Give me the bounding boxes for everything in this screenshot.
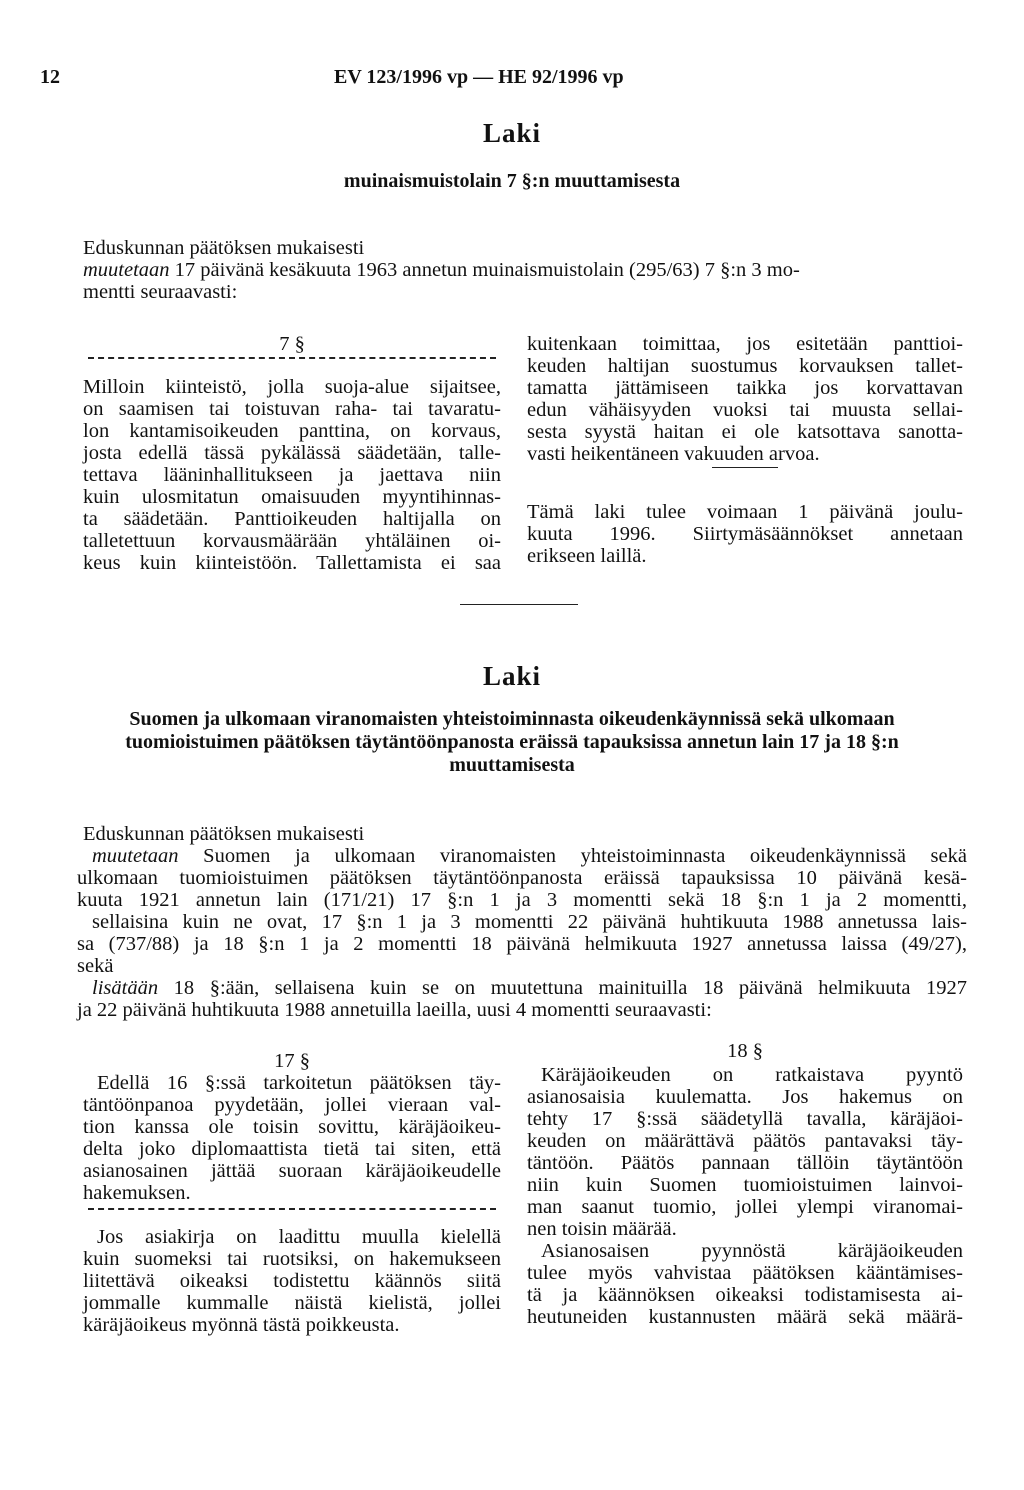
sec17-para1 <box>83 1072 501 1204</box>
law2-add-line <box>77 977 967 999</box>
page-number: 12 <box>40 66 60 88</box>
text-line: Käräjäoikeuden on ratkaistava pyyntö <box>541 1064 963 1086</box>
text-line: vasti heikentäneen vakuuden arvoa. <box>527 443 820 465</box>
sec17-heading: 17 § <box>274 1050 310 1072</box>
text-line: heutuneiden kustannusten määrä sekä määrä- <box>527 1306 963 1328</box>
law1-enact-line <box>83 259 963 281</box>
text-line: tettava lääninhallitukseen ja jaettava niin <box>83 464 501 486</box>
text-line: käräjäoikeus myönnä tästä poikkeusta. <box>83 1314 400 1336</box>
law2-title: Laki <box>482 661 542 691</box>
text-line: täntöön. Päätös pannaan tällöin täytäntöön <box>527 1152 963 1174</box>
law1-col1 <box>83 376 501 574</box>
text-line: lon kantamisoikeuden panttina, on korvaus, <box>83 420 501 442</box>
law1-intro: Eduskunnan päätöksen mukaisesti <box>83 237 365 259</box>
text-line: on saamisen tai toistuvan raha- tai tavaratu- <box>83 398 501 420</box>
text-line: nen toisin määrää. <box>527 1218 677 1240</box>
law1-enact-rest: 17 päivänä kesäkuuta 1963 annetun muinaismuistolain (295/63) 7 §:n 3 mo- <box>169 259 800 281</box>
text-line: tion kanssa ole toisin sovittu, käräjäoikeu- <box>83 1116 501 1138</box>
text-line: sesta syystä haitan ei ole katsottava sanotta- <box>527 421 963 443</box>
law1-enact-verb: muutetaan <box>83 259 170 281</box>
text-line: kuuta 1996. Siirtymäsäännökset annetaan <box>527 523 963 545</box>
text-line: ta säädetään. Panttioikeuden haltijalla on <box>83 508 501 530</box>
law2-enact-verb: muutetaan <box>92 845 179 867</box>
text-line: asianosaisia kuulematta. Jos hakemus on <box>527 1086 963 1108</box>
text-line: edun vähäisyyden vuoksi tai muusta sellai- <box>527 399 963 421</box>
text-line: hakemuksen. <box>83 1182 191 1204</box>
law2-preamble <box>77 823 967 1021</box>
text-line: Milloin kiinteistö, jolla suoja-alue sijaitsee, <box>83 376 501 398</box>
omission-dashes <box>88 1208 496 1210</box>
text-line: sa (737/88) ja 18 §:n 1 ja 2 momentti 18 päivänä helmikuuta 1927 annetussa laissa (49/27), <box>77 933 967 955</box>
text-line: asianosainen jättää suoraan käräjäoikeudelle <box>83 1160 501 1182</box>
text-line: sekä <box>77 955 114 977</box>
text-line: ulkomaan tuomioistuimen päätöksen täytäntöönpanosta eräissä tapauksissa 10 päivänä kesä- <box>77 867 967 889</box>
running-title: EV 123/1996 vp — HE 92/1996 vp <box>334 66 624 88</box>
text-line: kuin ulosmitatun omaisuuden myyntihinnas- <box>83 486 501 508</box>
law2-subtitle <box>60 708 964 777</box>
law1-col2 <box>527 333 963 465</box>
law1-section-heading: 7 § <box>279 333 305 355</box>
text-line: josta edellä tässä pykälässä säädetään, talle- <box>83 442 501 464</box>
text-line: man saanut tuomio, jollei ylempi viranomai- <box>527 1196 963 1218</box>
sec17-para2 <box>83 1226 501 1336</box>
law2-intro: Eduskunnan päätöksen mukaisesti <box>83 823 365 845</box>
text-line: keus kuin kiinteistöön. Tallettamista ei saa <box>83 552 501 574</box>
text-line: kuin suomeksi tai ruotsiksi, on hakemukseen <box>83 1248 501 1270</box>
law2-enact-rest: Suomen ja ulkomaan viranomaisten yhteistoiminnasta oikeudenkäynnissä sekä <box>178 845 967 867</box>
page-header <box>40 66 990 94</box>
text-line: keuden haltijan suostumus korvauksen tallet- <box>527 355 963 377</box>
omission-dashes <box>88 357 496 359</box>
law1-title: Laki <box>482 118 542 148</box>
law1-entry-into-force <box>527 501 963 567</box>
text-line: tehty 17 §:ssä säädetyllä tavalla, käräjäoi- <box>527 1108 963 1130</box>
law1-subtitle: muinaismuistolain 7 §:n muuttamisesta <box>343 170 681 192</box>
text-line: talletettuun korvausmäärään yhtäläinen oi- <box>83 530 501 552</box>
sec18-para1 <box>527 1064 963 1240</box>
subtitle-line: Suomen ja ulkomaan viranomaisten yhteistoiminnasta oikeudenkäynnissä sekä ulkomaan <box>129 708 895 730</box>
text-line: sellaisina kuin ne ovat, 17 §:n 1 ja 3 momentti 22 päivänä huhtikuuta 1988 annetussa lais- <box>92 911 967 933</box>
subtitle-line: tuomioistuimen päätöksen täytäntöönpanosta eräissä tapauksissa annetun lain 17 ja 18 §:n <box>125 731 899 753</box>
text-line: keuden on määrättävä päätös pantavaksi täy- <box>527 1130 963 1152</box>
text-line: niin kuin Suomen tuomioistuimen lainvoi- <box>527 1174 963 1196</box>
sec18-para2 <box>527 1240 963 1328</box>
law1-enact-line-2: mentti seuraavasti: <box>83 281 238 303</box>
text-line: tä ja käännöksen oikeaksi todistamisesta ai- <box>527 1284 963 1306</box>
law1-preamble <box>83 237 963 303</box>
law2-add-verb: lisätään <box>92 977 159 999</box>
text-line: ja 22 päivänä huhtikuuta 1988 annetuilla laeilla, uusi 4 momentti seuraavasti: <box>77 999 712 1021</box>
text-line: Tämä laki tulee voimaan 1 päivänä joulu- <box>527 501 963 523</box>
text-line: tamatta jättämiseen taikka jos korvattavan <box>527 377 963 399</box>
subtitle-line: muuttamisesta <box>449 754 575 776</box>
short-rule <box>712 467 778 468</box>
law2-add-rest: 18 §:ään, sellaisena kuin se on muutettuna mainituilla 18 päivänä helmikuuta 1927 <box>158 977 967 999</box>
text-line: liitettävä oikeaksi todistettu käännös siitä <box>83 1270 501 1292</box>
sec18-heading: 18 § <box>727 1040 763 1062</box>
law-separator-rule <box>460 604 578 605</box>
text-line: Edellä 16 §:ssä tarkoitetun päätöksen täy- <box>97 1072 501 1094</box>
text-line: erikseen laillä. <box>527 545 647 567</box>
text-line: tulee myös vahvistaa päätöksen kääntämises- <box>527 1262 963 1284</box>
text-line: Jos asiakirja on laadittu muulla kielellä <box>97 1226 501 1248</box>
text-line: delta joko diplomaattista tietä tai siten, että <box>83 1138 501 1160</box>
text-line: täntöönpanoa pyydetään, jollei vieraan val- <box>83 1094 501 1116</box>
text-line: Asianosaisen pyynnöstä käräjäoikeuden <box>541 1240 963 1262</box>
text-line: jommalle kummalle näistä kielistä, jollei <box>83 1292 501 1314</box>
text-line: kuitenkaan toimittaa, jos esitetään panttioi- <box>527 333 963 355</box>
text-line: kuuta 1921 annetun lain (171/21) 17 §:n 1 ja 3 momentti sekä 18 §:n 1 ja 2 momentti, <box>77 889 967 911</box>
law2-enact-line <box>77 845 967 867</box>
